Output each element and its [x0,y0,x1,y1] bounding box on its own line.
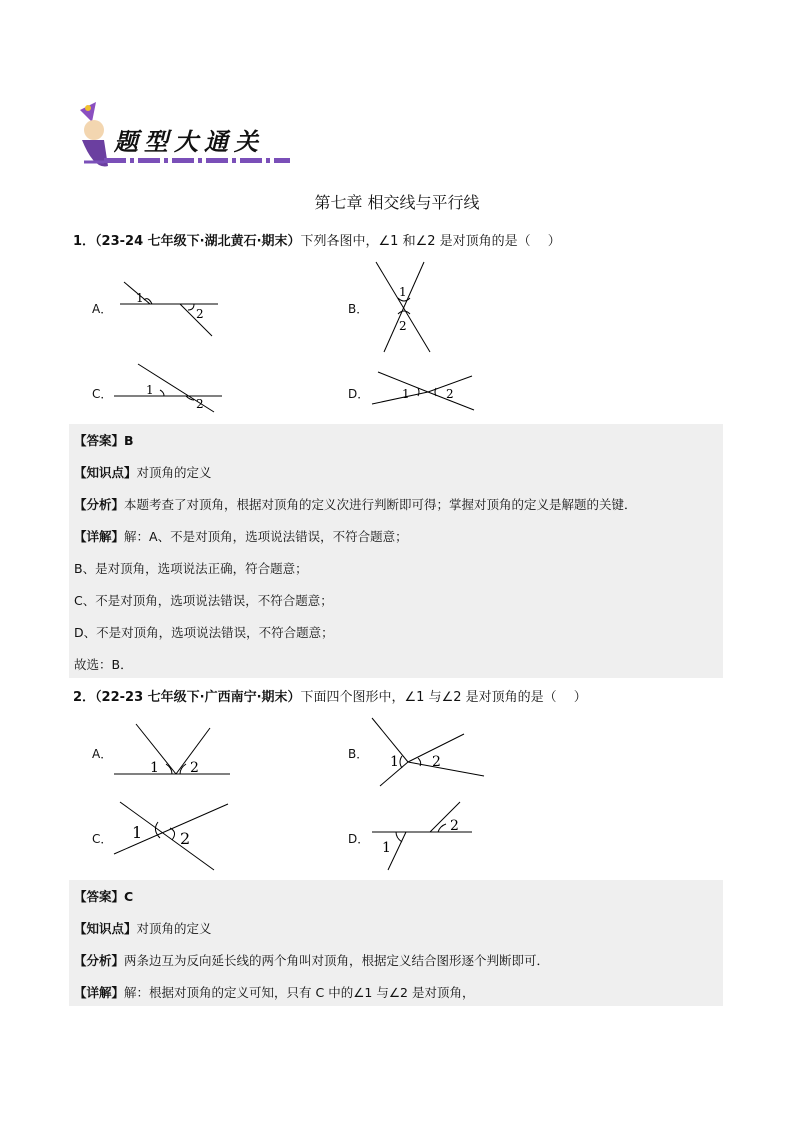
knowledge-point-line: 【知识点】对顶角的定义 [74,465,212,480]
figure-1a [110,280,230,340]
answer-box-2 [69,880,723,1006]
svg-text:1: 1 [399,285,407,299]
detail-line: D、不是对顶角，选项说法错误，不符合题意； [74,625,334,640]
svg-text:1: 1 [146,383,154,397]
svg-text:1: 1 [402,387,410,401]
option-b-label: B． [348,302,369,316]
svg-text:1: 1 [382,840,391,856]
question-source: （22-23 七年级下·广西南宁·期末） [95,690,301,705]
detail-line: C、不是对顶角，选项说法错误，不符合题意； [74,593,333,608]
knowledge-point-line: 【知识点】对顶角的定义 [74,921,212,936]
option-c-label: C． [92,387,113,401]
question-source: （23-24 七年级下·湖北黄石·期末） [95,234,301,249]
question-1-stem [73,230,561,249]
answer-line: 【答案】C [74,889,134,904]
svg-text:1: 1 [136,291,144,305]
option-d-label: D． [348,832,370,846]
page-title: 第七章 相交线与平行线 [314,193,480,212]
figure-2b [368,714,492,790]
detail-line: 【详解】解：根据对顶角的定义可知，只有 C 中的∠1 与∠2 是对顶角， [74,985,475,1000]
answer-box-1 [69,424,723,678]
detail-line: B、是对顶角，选项说法正确，符合题意； [74,561,308,576]
svg-text:2: 2 [180,829,191,848]
svg-text:2: 2 [446,387,454,401]
question-2-stem [73,686,587,705]
question-text: 下列各图中，∠1 和∠2 是对顶角的是（ ） [300,234,561,249]
figure-1c [110,360,230,416]
figure-1d [368,366,478,416]
figure-1b [368,258,448,354]
option-c-label: C． [92,832,113,846]
svg-text:2: 2 [190,760,199,776]
section-banner [74,100,294,170]
svg-text:2: 2 [196,307,204,321]
svg-text:2: 2 [196,397,204,411]
figure-2a [110,720,234,780]
answer-line: 【答案】B [74,433,134,448]
banner-title: 题型大通关 [114,127,264,156]
banner-underline [104,158,290,163]
figure-2d [368,798,478,874]
svg-text:2: 2 [399,319,407,333]
analysis-line: 【分析】本题考查了对顶角，根据对顶角的定义次进行判断即可得；掌握对顶角的定义是解题的关键． [74,497,637,512]
option-a-label: A． [92,747,113,761]
option-b-label: B． [348,747,369,761]
svg-text:1: 1 [150,760,159,776]
conclusion-line: 故选：B． [74,657,133,672]
svg-text:1: 1 [390,754,399,770]
svg-text:2: 2 [432,754,441,770]
question-text: 下面四个图形中，∠1 与∠2 是对顶角的是（ ） [300,690,587,705]
svg-text:2: 2 [450,818,459,834]
option-a-label: A． [92,302,113,316]
question-number: 2． [73,690,96,705]
analysis-line: 【分析】两条边互为反向延长线的两个角叫对顶角，根据定义结合图形逐个判断即可． [74,953,550,968]
detail-line: 【详解】解：A、不是对顶角，选项说法错误，不符合题意； [74,529,408,544]
option-d-label: D． [348,387,370,401]
svg-text:1: 1 [132,823,143,842]
figure-2c [110,796,234,876]
question-number: 1． [73,234,96,249]
